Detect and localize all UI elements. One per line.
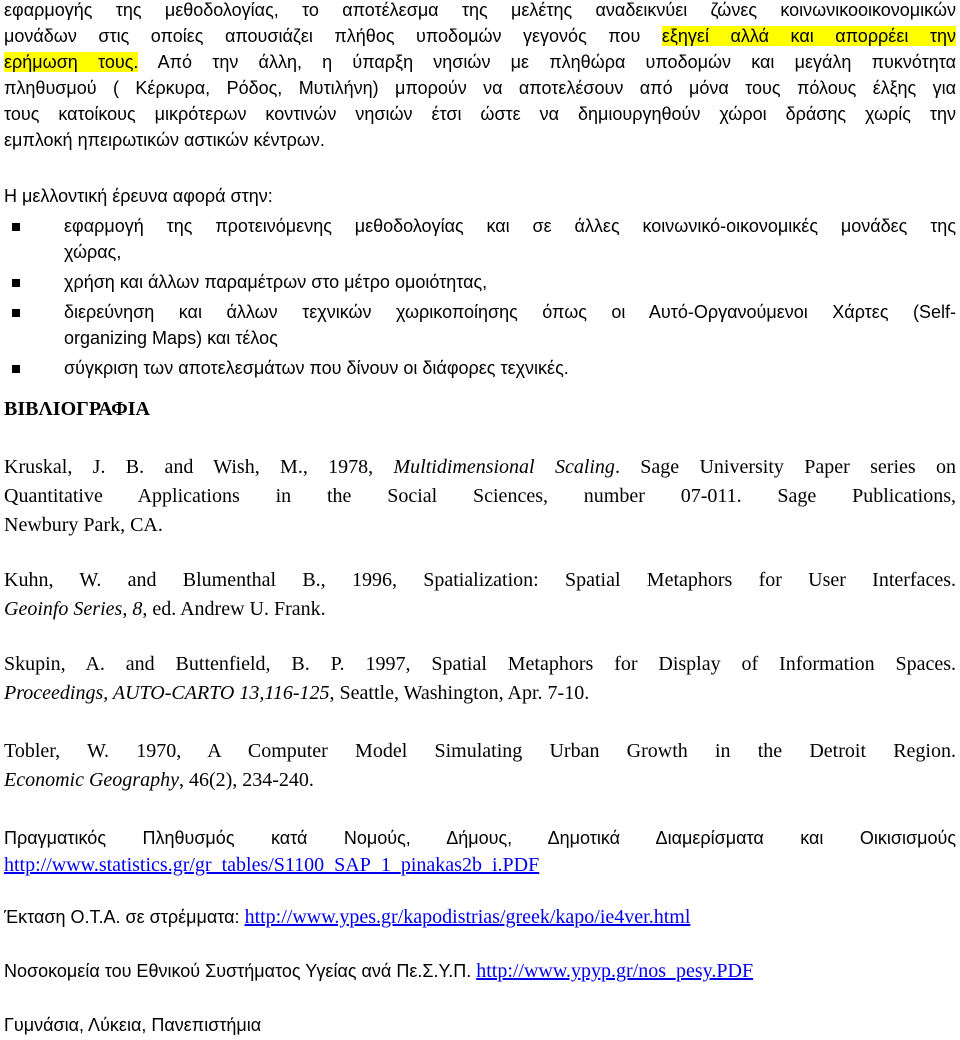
population-link[interactable]: http://www.statistics.gr/gr_tables/S1100_SAP_1_pinakas2b_i.PDF xyxy=(4,854,540,876)
ref-text: , xyxy=(122,598,133,620)
highlighted-text: ερήμωση τους. xyxy=(4,52,139,72)
ref-line xyxy=(4,766,956,795)
intro-line-2-text: μονάδων στις οποίες απουσιάζει πλήθος υποδομών γεγονός που xyxy=(4,26,641,46)
intro-paragraph xyxy=(4,0,956,153)
reference-skupin xyxy=(4,650,956,708)
list-item-text-cont: χώρας, xyxy=(64,242,122,262)
ref-text: . Sage University Paper series on xyxy=(614,456,956,478)
intro-line-1: εφαρμογής της μεθοδολογίας, το αποτέλεσμα της μελέτης αναδεικνύει ζώνες κοινωνικοοικονομικών xyxy=(4,0,956,20)
intro-line-5: τους κατοίκους μικρότερων κοντινών νησιών έτσι ώστε να δημιουργηθούν χώροι δράσης χωρίς την xyxy=(4,104,956,124)
intro-line-2 xyxy=(4,23,956,49)
ref-line xyxy=(4,453,956,482)
future-research-list xyxy=(4,213,956,385)
intro-line-6: εμπλοκή ηπειρωτικών αστικών κέντρων. xyxy=(4,130,325,150)
list-item-text-cont: organizing Maps) και τέλος xyxy=(64,328,278,348)
ref-line: Quantitative Applications in the Social Sciences, number 07-011. Sage Publications, xyxy=(4,485,956,507)
area-label: Έκταση Ο.Τ.Α. σε στρέμματα: xyxy=(4,907,245,927)
ref-text: , Seattle, Washington, Apr. 7-10. xyxy=(329,682,590,704)
ref-journal: Geoinfo Series xyxy=(4,598,123,620)
intro-line-3-text: Από την άλλη, η ύπαρξη νησιών με πληθώρα υποδομών και μεγάλη πυκνότητα xyxy=(138,52,956,72)
list-item-text: χρήση και άλλων παραμέτρων στο μέτρο ομοιότητας, xyxy=(64,272,488,292)
future-research-intro: Η μελλοντική έρευνα αφορά στην: xyxy=(4,186,273,206)
bullet-square-icon xyxy=(12,365,20,373)
intro-line-4: πληθυσμού ( Κέρκυρα, Ρόδος, Μυτιλήνη) μπορούν να αποτελέσουν από μόνα τους πόλους έλξης για xyxy=(4,78,956,98)
ref-line: Tobler, W. 1970, A Computer Model Simulating Urban Growth in the Detroit Region. xyxy=(4,740,956,762)
area-link[interactable]: http://www.ypes.gr/kapodistrias/greek/kapo/ie4ver.html xyxy=(244,906,691,928)
schools-label: Γυμνάσια, Λύκεια, Πανεπιστήμια xyxy=(4,1015,262,1035)
intro-line-3 xyxy=(4,49,956,75)
bullet-square-icon xyxy=(12,279,20,287)
reference-kuhn xyxy=(4,566,956,624)
ref-volume: 8 xyxy=(132,598,143,620)
hospitals-source xyxy=(4,957,956,985)
reference-tobler xyxy=(4,737,956,795)
list-item-text: διερεύνηση και άλλων τεχνικών χωρικοποίησης όπως οι Αυτό-Οργανούμενοι Χάρτες (Self- xyxy=(64,302,956,322)
population-source xyxy=(4,825,956,879)
list-item xyxy=(4,269,956,295)
ref-text: , 46(2), 234-240. xyxy=(178,769,314,791)
bullet-square-icon xyxy=(12,309,20,317)
ref-text: Kruskal, J. B. and Wish, M., 1978, xyxy=(4,456,394,478)
ref-text: , ed. Andrew U. Frank. xyxy=(142,598,326,620)
reference-kruskal xyxy=(4,453,956,540)
ref-line xyxy=(4,595,956,624)
ref-journal: Economic Geography xyxy=(4,769,179,791)
hospitals-link[interactable]: http://www.ypyp.gr/nos_pesy.PDF xyxy=(476,960,754,982)
list-item xyxy=(4,213,956,265)
hospitals-label: Νοσοκομεία του Εθνικού Συστήματος Υγείας ανά Πε.Σ.Υ.Π. xyxy=(4,961,477,981)
population-label: Πραγματικός Πληθυσμός κατά Νομούς, Δήμους, Δημοτικά Διαμερίσματα και Οικισισμούς xyxy=(4,828,956,848)
ref-journal: Proceedings, AUTO-CARTO 13,116-125 xyxy=(4,682,330,704)
ref-line: Newbury Park, CA. xyxy=(4,514,163,536)
highlighted-text: εξηγεί αλλά και απορρέει την xyxy=(661,26,956,46)
area-source xyxy=(4,903,956,931)
list-item xyxy=(4,299,956,351)
ref-line: Skupin, A. and Buttenfield, B. P. 1997, Spatial Metaphors for Display of Information Spaces. xyxy=(4,653,956,675)
list-item-text: εφαρμογή της προτεινόμενης μεθοδολογίας και σε άλλες κοινωνικό-οικονομικές μονάδες της xyxy=(64,216,956,236)
list-item-text: σύγκριση των αποτελεσμάτων που δίνουν οι διάφορες τεχνικές. xyxy=(64,358,569,378)
ref-title: Multidimensional Scaling xyxy=(393,456,615,478)
ref-line: Kuhn, W. and Blumenthal B., 1996, Spatialization: Spatial Metaphors for User Interfaces. xyxy=(4,569,956,591)
list-item xyxy=(4,355,956,381)
bibliography-heading: ΒΙΒΛΙΟΓΡΑΦΙΑ xyxy=(4,398,150,420)
bullet-square-icon xyxy=(12,223,20,231)
ref-line xyxy=(4,679,956,708)
